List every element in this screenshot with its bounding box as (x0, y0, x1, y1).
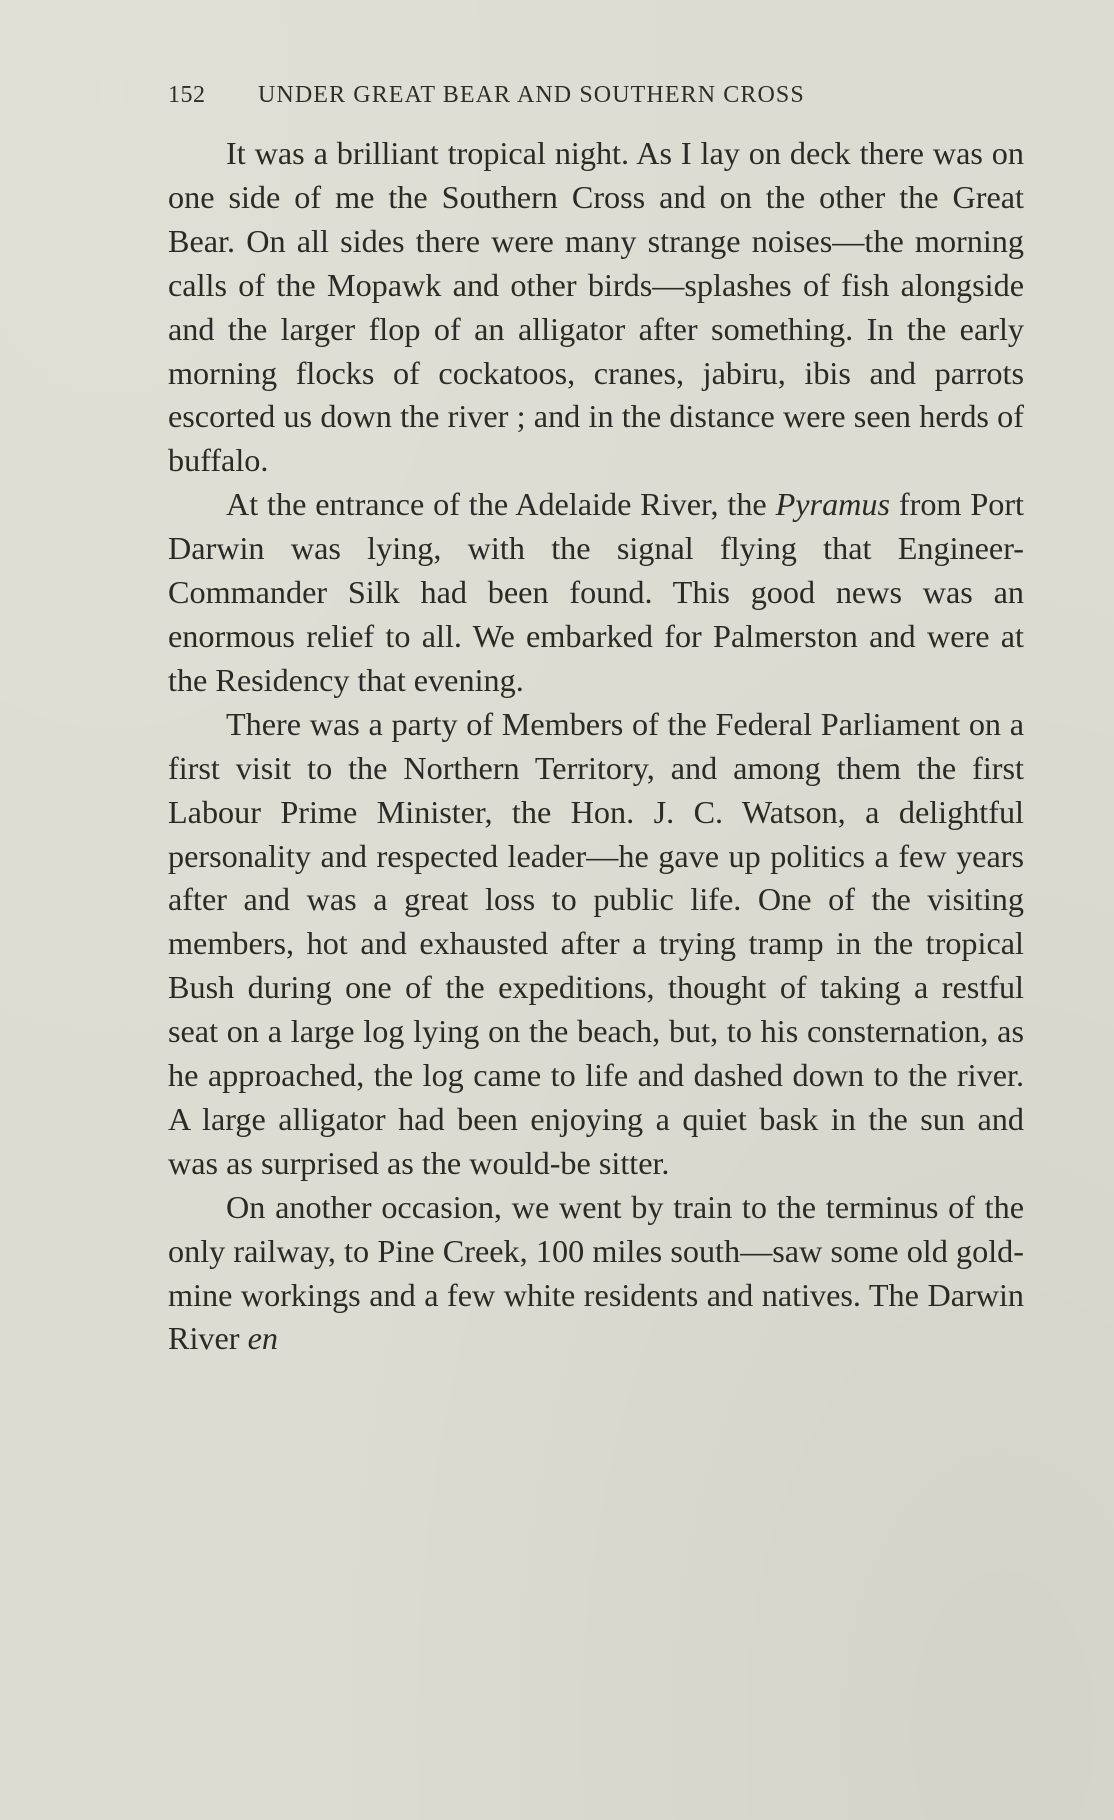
paragraph-text-start: On another occasion, we went by train to the terminus of the only railway, to Pine Creek, 100 miles south—saw some old gold-mine workings and a few white residents and natives. The Darwin River (168, 1188, 1024, 1357)
page-number: 152 (168, 82, 206, 108)
paragraph-text: There was a party of Members of the Federal Parliament on a first visit to the Northern Territory, and among them the first Labour Prime Minister, the Hon. J. C. Watson, a delightful personality and respected leader—he gave up politics a few years after and was a great loss to public life. One of the visiting members, hot and exhausted after a trying tramp in the tropical Bush during one of the expeditions, thought of taking a restful seat on a large log lying on the beach, but, to his consternation, as he approached, the log came to life and dashed down to the river. A large alligator had been enjoying a quiet bask in the sun and was as surprised as the would-be sitter. (168, 705, 1024, 1181)
book-page (168, 82, 1024, 1361)
running-header (168, 82, 1024, 132)
paragraph-text-end: from Port Darwin was lying, with the signal flying that Engineer-Commander Silk had been found. This good news was an enormous relief to all. We embarked for Palmerston and were at the Residency that evening. (168, 486, 1024, 698)
paragraph-text-start: At the entrance of the Adelaide River, the (226, 486, 776, 523)
running-title: UNDER GREAT BEAR AND SOUTHERN CROSS (258, 82, 805, 108)
continued-italic-word: en (247, 1320, 278, 1357)
paragraph-text: It was a brilliant tropical night. As I lay on deck there was on one side of me the Southern Cross and on the other the Great Bear. On all sides there were many strange noises—the morning calls of the Mopawk and other birds—splashes of fish alongside and the larger flop of an alligator after something. In the early morning flocks of cockatoos, cranes, jabiru, ibis and parrots escorted us down the river ; and in the distance were seen herds of buffalo. (168, 135, 1024, 479)
paragraph-adelaide-river (168, 483, 1024, 703)
paragraph-federal-parliament (168, 703, 1024, 1186)
paragraph-pine-creek (168, 1186, 1024, 1362)
paragraph-tropical-night (168, 132, 1024, 483)
body-text (168, 132, 1024, 1361)
ship-name-italic: Pyramus (775, 486, 891, 523)
